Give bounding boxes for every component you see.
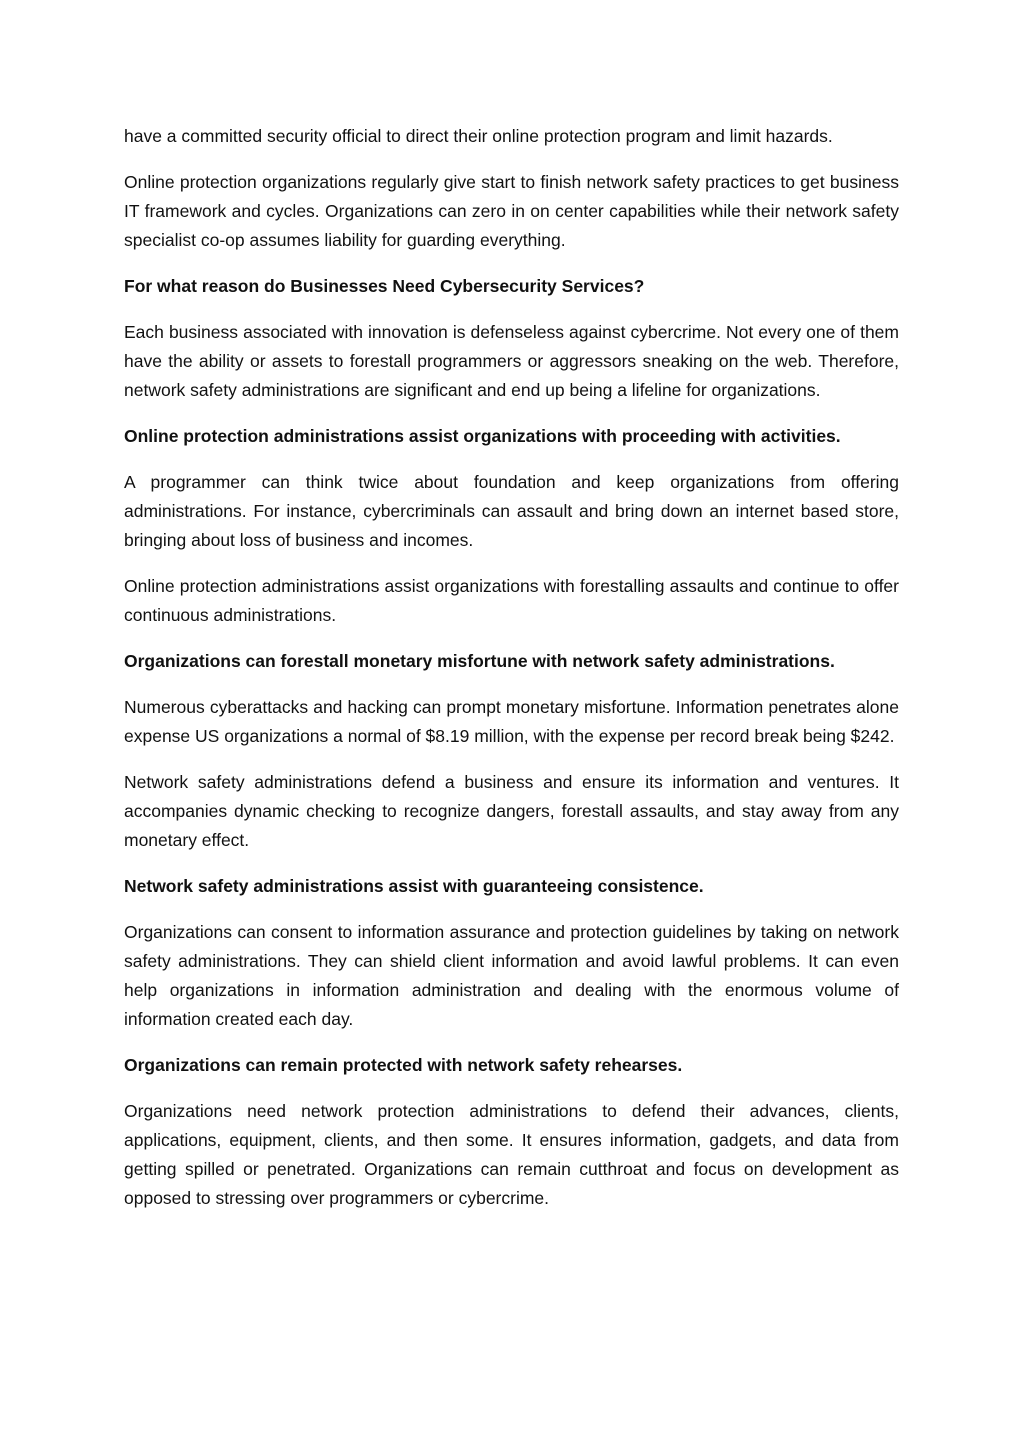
paragraph: Organizations need network protection administrations to defend their advances, clients, applications, equipment, clients, and then some. It ensures information, gadgets, and data from getting spilled or penetrated. Organizations can remain cutthroat and focus on development as opposed to stressing over programmers or cybercrime. xyxy=(124,1101,899,1208)
section-heading: Network safety administrations assist with guaranteeing consistence. xyxy=(124,876,704,896)
section-heading: Online protection administrations assist organizations with proceeding with activities. xyxy=(124,426,841,446)
section-heading: Organizations can remain protected with network safety rehearses. xyxy=(124,1055,683,1075)
paragraph: Network safety administrations defend a business and ensure its information and ventures. It accompanies dynamic checking to recognize dangers, forestall assaults, and stay away from any monetary effect. xyxy=(124,772,899,850)
document-page xyxy=(124,122,899,1230)
paragraph: A programmer can think twice about foundation and keep organizations from offering administrations. For instance, cybercriminals can assault and bring down an internet based store, bringing about loss of business and incomes. xyxy=(124,472,899,550)
paragraph: Online protection organizations regularly give start to finish network safety practices to get business IT framework and cycles. Organizations can zero in on center capabilities while their network safety specialist co-op assumes liability for guarding everything. xyxy=(124,172,899,250)
paragraph: Each business associated with innovation is defenseless against cybercrime. Not every one of them have the ability or assets to forestall programmers or aggressors sneaking on the web. Therefore, network safety administrations are significant and end up being a lifeline for organizations. xyxy=(124,322,899,400)
paragraph: Online protection administrations assist organizations with forestalling assaults and continue to offer continuous administrations. xyxy=(124,576,899,625)
paragraph: have a committed security official to direct their online protection program and limit hazards. xyxy=(124,126,833,146)
section-heading: For what reason do Businesses Need Cybersecurity Services? xyxy=(124,276,645,296)
section-heading: Organizations can forestall monetary misfortune with network safety administrations. xyxy=(124,651,835,671)
paragraph: Organizations can consent to information assurance and protection guidelines by taking on network safety administrations. They can shield client information and avoid lawful problems. It can even help organizations in information administration and dealing with the enormous volume of information created each day. xyxy=(124,922,899,1029)
paragraph: Numerous cyberattacks and hacking can prompt monetary misfortune. Information penetrates alone expense US organizations a normal of $8.19 million, with the expense per record break being $242. xyxy=(124,697,899,746)
